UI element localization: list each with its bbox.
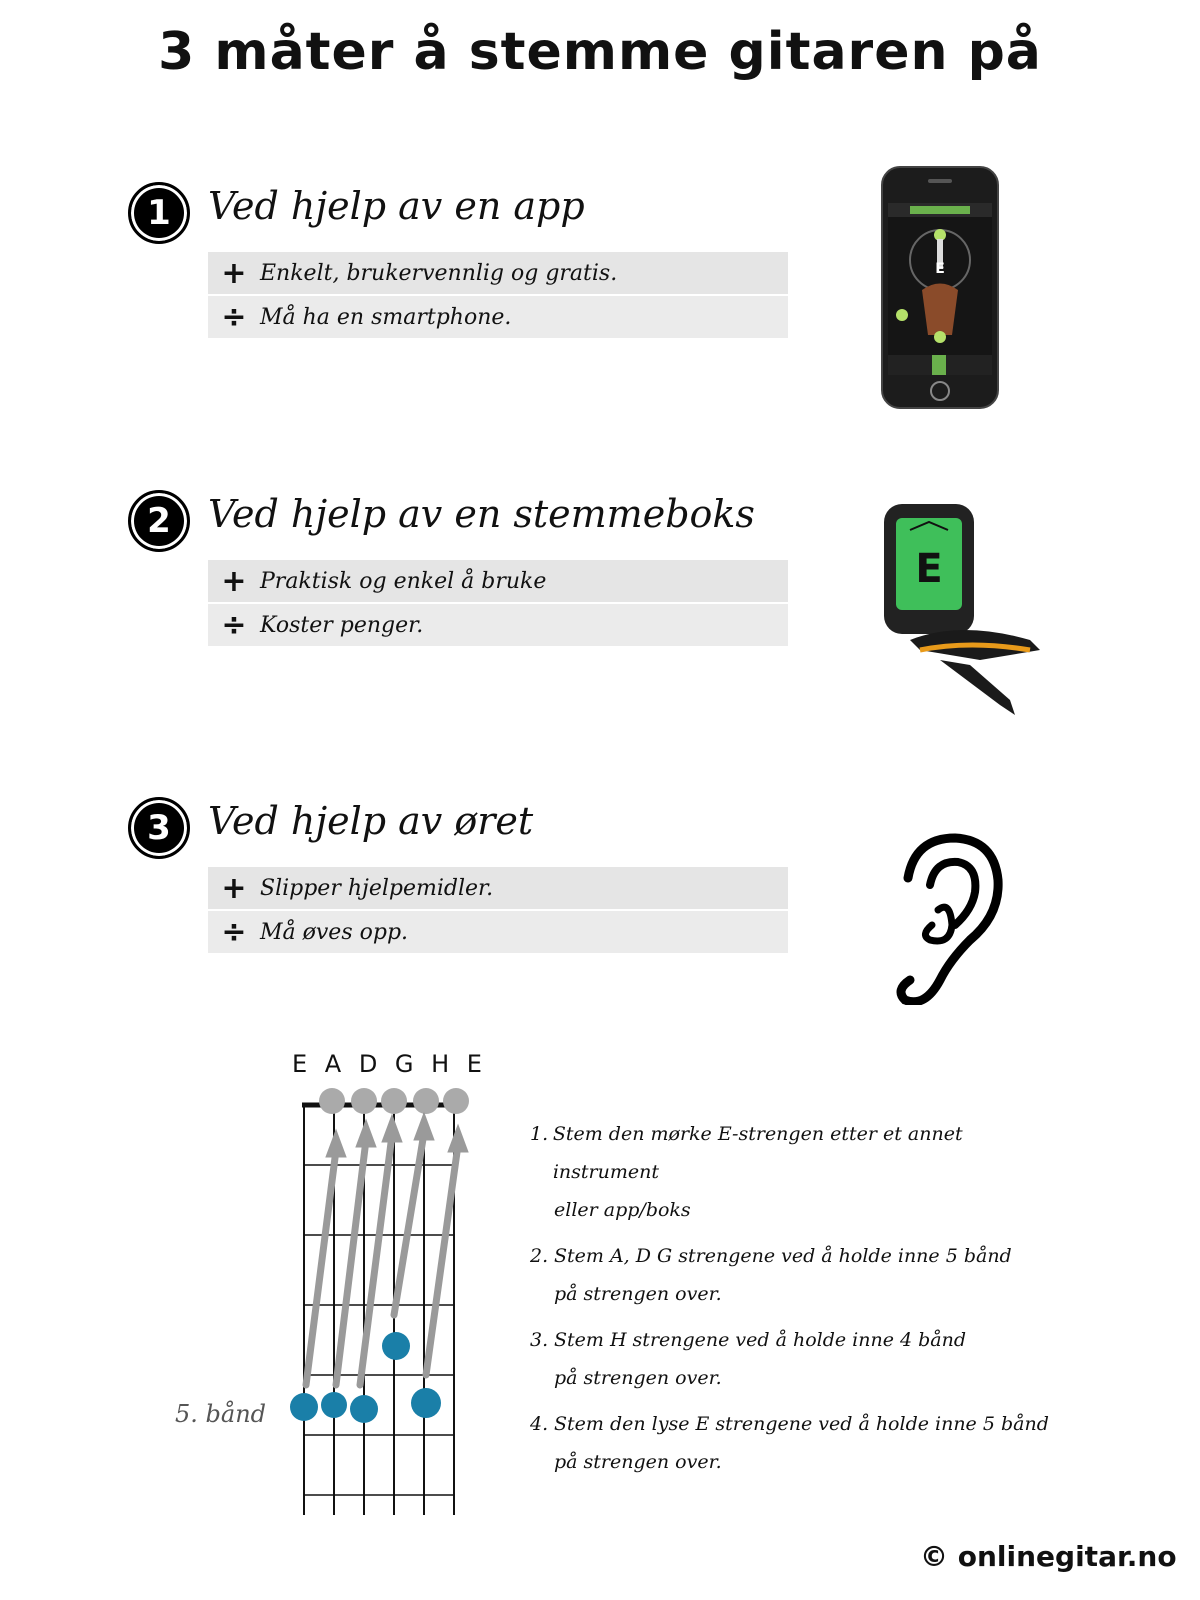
con-row xyxy=(208,604,788,646)
tuner-note: E xyxy=(915,546,943,592)
con-text: Koster penger. xyxy=(260,612,424,638)
step-line: Stem den lyse E strengene ved å holde inne 5 bånd xyxy=(554,1413,1049,1435)
page-title: 3 måter å stemme gitaren på xyxy=(158,22,1042,82)
ear-icon xyxy=(890,830,1010,1005)
method-heading: Ved hjelp av en app xyxy=(208,184,585,228)
divide-icon: ÷ xyxy=(221,607,247,643)
step-item xyxy=(530,1321,1050,1397)
step-number: 2. xyxy=(530,1245,549,1267)
step-line: eller app/boks xyxy=(554,1199,691,1221)
method-number: 2 xyxy=(128,490,190,552)
con-text: Må øves opp. xyxy=(260,919,409,945)
step-line: på strengen over. xyxy=(554,1367,722,1389)
open-string-marker xyxy=(351,1088,377,1114)
open-string-marker xyxy=(381,1088,407,1114)
step-line: Stem den mørke E-strengen etter et annet instrument xyxy=(552,1123,963,1183)
step-line: på strengen over. xyxy=(554,1283,722,1305)
pro-row xyxy=(208,560,788,602)
pro-text: Praktisk og enkel å bruke xyxy=(260,568,547,594)
pro-row xyxy=(208,867,788,909)
steps-list xyxy=(530,1115,1050,1481)
pro-row xyxy=(208,252,788,294)
divide-icon: ÷ xyxy=(221,914,247,950)
open-string-marker xyxy=(319,1088,345,1114)
smartphone-tuner-icon xyxy=(880,165,1000,410)
copyright-credit: © onlinegitar.no xyxy=(920,1540,1177,1573)
clip-on-tuner-icon xyxy=(880,500,1070,730)
string-note: E xyxy=(292,1050,308,1078)
method-heading: Ved hjelp av en stemmeboks xyxy=(208,492,755,536)
string-note: E xyxy=(466,1050,482,1078)
pro-text: Enkelt, brukervennlig og gratis. xyxy=(260,260,618,286)
string-note: D xyxy=(358,1050,378,1078)
string-note: A xyxy=(324,1050,342,1078)
string-names xyxy=(292,1050,482,1078)
plus-icon: + xyxy=(221,563,247,599)
finger-dot xyxy=(321,1392,347,1418)
method-number: 3 xyxy=(128,797,190,859)
open-string-marker xyxy=(413,1088,439,1114)
con-row xyxy=(208,296,788,338)
step-line: på strengen over. xyxy=(554,1451,722,1473)
fretboard-diagram xyxy=(280,1085,500,1525)
con-text: Må ha en smartphone. xyxy=(260,304,512,330)
finger-dot xyxy=(411,1388,441,1418)
con-row xyxy=(208,911,788,953)
tuning-arrow xyxy=(394,1133,424,1315)
arrow-head xyxy=(356,1120,376,1147)
arrow-head xyxy=(326,1130,346,1157)
string-note: H xyxy=(431,1050,450,1078)
arrow-head xyxy=(448,1125,468,1152)
arrow-head xyxy=(382,1115,402,1142)
step-item xyxy=(530,1405,1050,1481)
method-heading: Ved hjelp av øret xyxy=(208,799,534,843)
step-item xyxy=(530,1115,1050,1229)
step-line: Stem H strengene ved å holde inne 4 bånd xyxy=(554,1329,967,1351)
step-number: 3. xyxy=(530,1329,549,1351)
step-number: 1. xyxy=(530,1123,549,1145)
step-line: Stem A, D G strengene ved å holde inne 5 bånd xyxy=(554,1245,1012,1267)
finger-dot xyxy=(350,1395,378,1423)
plus-icon: + xyxy=(221,255,247,291)
step-item xyxy=(530,1237,1050,1313)
string-note: G xyxy=(394,1050,414,1078)
divide-icon: ÷ xyxy=(221,299,247,335)
plus-icon: + xyxy=(221,870,247,906)
finger-dot xyxy=(382,1332,410,1360)
finger-dot xyxy=(290,1393,318,1421)
arrow-head xyxy=(414,1113,434,1140)
step-number: 4. xyxy=(530,1413,549,1435)
svg-text:E: E xyxy=(935,261,945,277)
fret-label: 5. bånd xyxy=(175,1400,267,1428)
tuning-arrow xyxy=(306,1150,336,1385)
method-number: 1 xyxy=(128,182,190,244)
pro-text: Slipper hjelpemidler. xyxy=(260,875,494,901)
open-string-marker xyxy=(443,1088,469,1114)
